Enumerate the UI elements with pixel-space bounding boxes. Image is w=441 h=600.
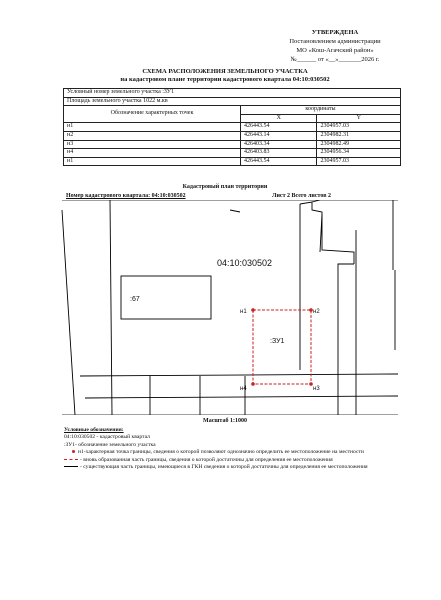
point-n2-label: н2 xyxy=(313,309,320,315)
y-cell: 2304957.03 xyxy=(317,123,401,132)
document-title-block xyxy=(60,68,390,84)
col-points-header: Обозначение характерных точек xyxy=(64,106,241,123)
boundary-line xyxy=(300,202,354,264)
boundary-line xyxy=(62,210,75,415)
point-n3-label: н3 xyxy=(313,386,320,392)
new-parcel-boundary xyxy=(253,310,311,384)
point-cell: н4 xyxy=(64,149,241,158)
existing-boundaries xyxy=(62,200,398,415)
y-cell: 2304957.03 xyxy=(317,157,401,166)
approval-line-2: МО «Кош-Агачский район» xyxy=(296,47,374,54)
conditional-number-value: :ЗУ1 xyxy=(162,89,175,95)
document-subtitle: на кадастровом плане территории кадастрового квартала 04:10:030502 xyxy=(120,76,330,83)
legend-item-existing-boundary-text: - существующая часть границы, имеющиеся в ГКН сведения о которой достаточны для определения ее местоположения xyxy=(80,464,368,471)
boundary-line xyxy=(230,210,240,212)
legend-item-new-boundary xyxy=(64,457,414,464)
approval-heading: УТВЕРЖДЕНА xyxy=(311,29,359,36)
y-cell: 2304982.31 xyxy=(317,131,401,140)
x-cell: 426403.83 xyxy=(241,149,317,158)
plan-title: Кадастровый план территории xyxy=(182,184,268,190)
point-cell: н1 xyxy=(64,123,241,132)
x-cell: 426443.54 xyxy=(241,123,317,132)
area-value: 1022 м.кв xyxy=(143,97,168,104)
legend-item-point xyxy=(64,449,414,456)
table-row xyxy=(64,140,401,149)
scale-label: Масштаб 1:1000 xyxy=(203,418,247,424)
table-row xyxy=(64,157,401,166)
col-coords-header: координаты xyxy=(241,106,401,115)
table-row xyxy=(64,123,401,132)
y-cell: 2304956.34 xyxy=(317,149,401,158)
boundary-line xyxy=(110,200,112,415)
legend-item-new-boundary-text: - вновь образованная часть границы, сведения о которой достаточны для определения ее местоположения xyxy=(80,456,333,463)
coordinates-table xyxy=(63,88,401,166)
legend-item-existing-boundary xyxy=(64,464,414,471)
table-header-row xyxy=(64,106,401,115)
approval-line-1: Постановлением администрации xyxy=(289,38,381,45)
col-y-header: Y xyxy=(317,114,401,123)
sheet-label: Лист 2 Всего листов 2 xyxy=(272,193,331,199)
boundary-line xyxy=(338,264,354,415)
quarter-label: Номер кадастрового квартала: 04:10:030502 xyxy=(66,193,186,199)
x-cell: 426443.54 xyxy=(241,157,317,166)
red-point-icon xyxy=(72,450,75,453)
parcel-67-label: :67 xyxy=(130,296,140,303)
conditional-number-label: Условный номер земельного участка xyxy=(67,89,161,95)
table-row xyxy=(64,97,401,106)
table-row xyxy=(64,131,401,140)
area-label: Площадь земельного участка xyxy=(67,97,142,104)
boundary-line xyxy=(80,374,398,376)
cadastral-map xyxy=(0,200,441,415)
x-cell: 426403.34 xyxy=(241,140,317,149)
approval-block xyxy=(250,28,420,64)
point-cell: н3 xyxy=(64,140,241,149)
legend-item-parcel: :ЗУ1- обозначение земельного участка xyxy=(64,441,156,448)
boundary-line xyxy=(85,396,398,398)
point-n4-marker xyxy=(251,382,255,386)
point-n4-label: н4 xyxy=(240,386,247,392)
document-title: СХЕМА РАСПОЛОЖЕНИЯ ЗЕМЕЛЬНОГО УЧАСТКА xyxy=(142,68,308,75)
quarter-number-on-map: 04:10:030502 xyxy=(217,258,273,268)
approval-line-3: №______ от «__»_______2026 г. xyxy=(290,56,380,63)
col-x-header: X xyxy=(241,114,317,123)
point-n1-marker xyxy=(251,308,255,312)
x-cell: 426443.14 xyxy=(241,131,317,140)
legend xyxy=(64,427,414,471)
legend-item-quarter: 04:10:030502 - кадастровый квартал xyxy=(64,434,150,441)
table-row xyxy=(64,89,401,98)
table-row xyxy=(64,149,401,158)
legend-heading: Условные обозначения: xyxy=(64,427,124,433)
point-cell: н1 xyxy=(64,157,241,166)
legend-item-point-text: н1-характерная точка границы, сведения о которой позволяют однозначно определить ее местоположение на местности xyxy=(78,449,364,456)
y-cell: 2304982.49 xyxy=(317,140,401,149)
point-cell: н2 xyxy=(64,131,241,140)
red-dashed-line-icon xyxy=(64,459,78,460)
black-line-icon xyxy=(64,466,78,467)
point-n1-label: н1 xyxy=(240,309,247,315)
new-parcel-label: :ЗУ1 xyxy=(270,338,285,345)
